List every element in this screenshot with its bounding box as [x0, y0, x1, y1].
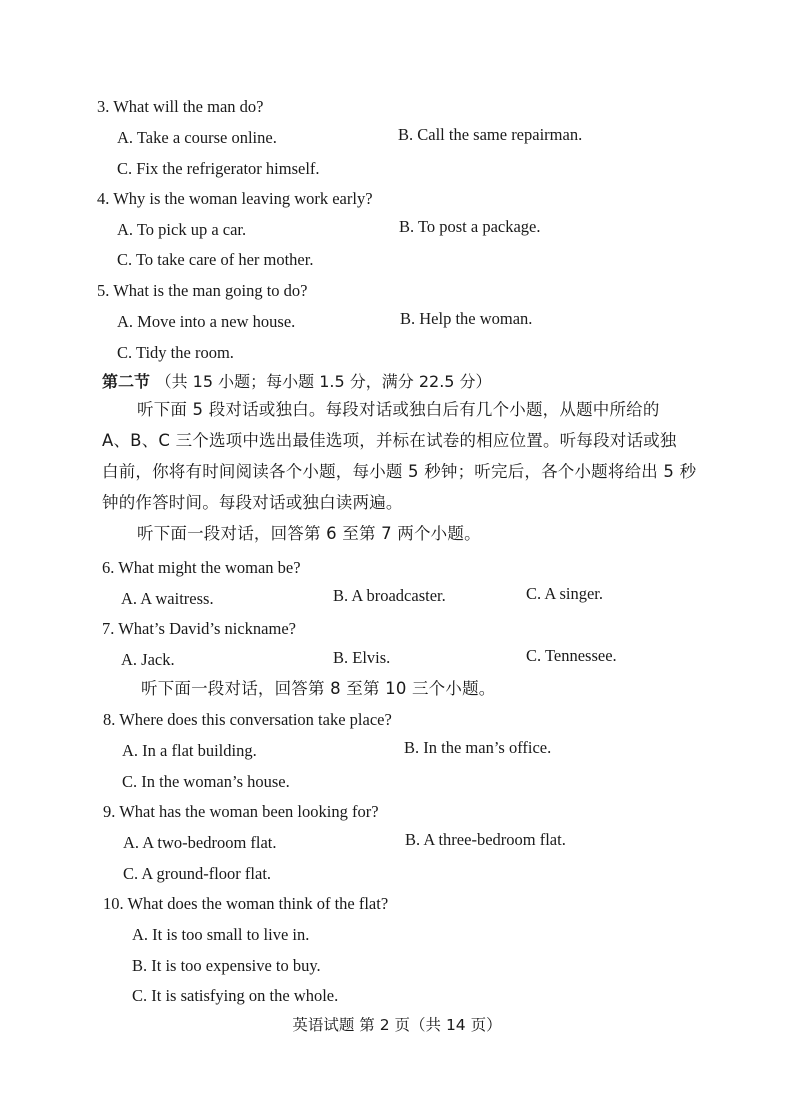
page-footer: 英语试题 第 2 页（共 14 页） [292, 1016, 502, 1034]
question-4-option-c: C. To take care of her mother. [117, 250, 314, 269]
question-10-option-b: B. It is too expensive to buy. [132, 956, 321, 975]
question-7-option-c: C. Tennessee. [526, 646, 617, 665]
question-5-option-c: C. Tidy the room. [117, 343, 234, 362]
section-2-heading [102, 371, 492, 393]
question-10-option-a: A. It is too small to live in. [132, 925, 310, 944]
section-2-note: （共 15 小题；每小题 1.5 分，满分 22.5 分） [155, 372, 492, 391]
question-8-stem: 8. Where does this conversation take place? [103, 710, 392, 729]
question-9-option-b: B. A three-bedroom flat. [405, 830, 566, 849]
dialogue-1-instruction: 听下面一段对话，回答第 6 至第 7 两个小题。 [137, 524, 481, 543]
section-2-instruction-line-1: 听下面 5 段对话或独白。每段对话或独白后有几个小题，从题中所给的 [137, 400, 660, 419]
question-5-option-a: A. Move into a new house. [117, 312, 296, 331]
section-2-instruction-line-4: 钟的作答时间。每段对话或独白读两遍。 [102, 493, 403, 512]
question-3-stem: 3. What will the man do? [97, 97, 264, 116]
question-8-option-c: C. In the woman’s house. [122, 772, 290, 791]
question-10-option-c: C. It is satisfying on the whole. [132, 986, 339, 1005]
question-6-option-b: B. A broadcaster. [333, 586, 446, 605]
question-3-option-c: C. Fix the refrigerator himself. [117, 159, 320, 178]
question-4-stem: 4. Why is the woman leaving work early? [97, 189, 373, 208]
question-6-stem: 6. What might the woman be? [102, 558, 301, 577]
dialogue-2-instruction: 听下面一段对话，回答第 8 至第 10 三个小题。 [141, 679, 496, 698]
question-3-option-b: B. Call the same repairman. [398, 125, 583, 144]
section-2-instruction-line-3: 白前，你将有时间阅读各个小题，每小题 5 秒钟；听完后，各个小题将给出 5 秒 [102, 462, 697, 481]
question-4-option-a: A. To pick up a car. [117, 220, 247, 239]
question-9-option-c: C. A ground-floor flat. [123, 864, 272, 883]
question-7-option-b: B. Elvis. [333, 648, 391, 667]
question-10-stem: 10. What does the woman think of the flat? [103, 894, 389, 913]
question-5-option-b: B. Help the woman. [400, 309, 533, 328]
question-7-option-a: A. Jack. [121, 650, 175, 669]
question-6-option-c: C. A singer. [526, 584, 604, 603]
question-9-stem: 9. What has the woman been looking for? [103, 802, 379, 821]
question-7-stem: 7. What’s David’s nickname? [102, 619, 296, 638]
question-4-option-b: B. To post a package. [399, 217, 541, 236]
section-2-title: 第二节 [102, 372, 151, 391]
question-9-option-a: A. A two-bedroom flat. [123, 833, 277, 852]
question-3-option-a: A. Take a course online. [117, 128, 277, 147]
section-2-instruction-line-2: A、B、C 三个选项中选出最佳选项，并标在试卷的相应位置。听每段对话或独 [102, 431, 677, 450]
question-8-option-b: B. In the man’s office. [404, 738, 552, 757]
question-8-option-a: A. In a flat building. [122, 741, 257, 760]
question-5-stem: 5. What is the man going to do? [97, 281, 308, 300]
question-6-option-a: A. A waitress. [121, 589, 214, 608]
